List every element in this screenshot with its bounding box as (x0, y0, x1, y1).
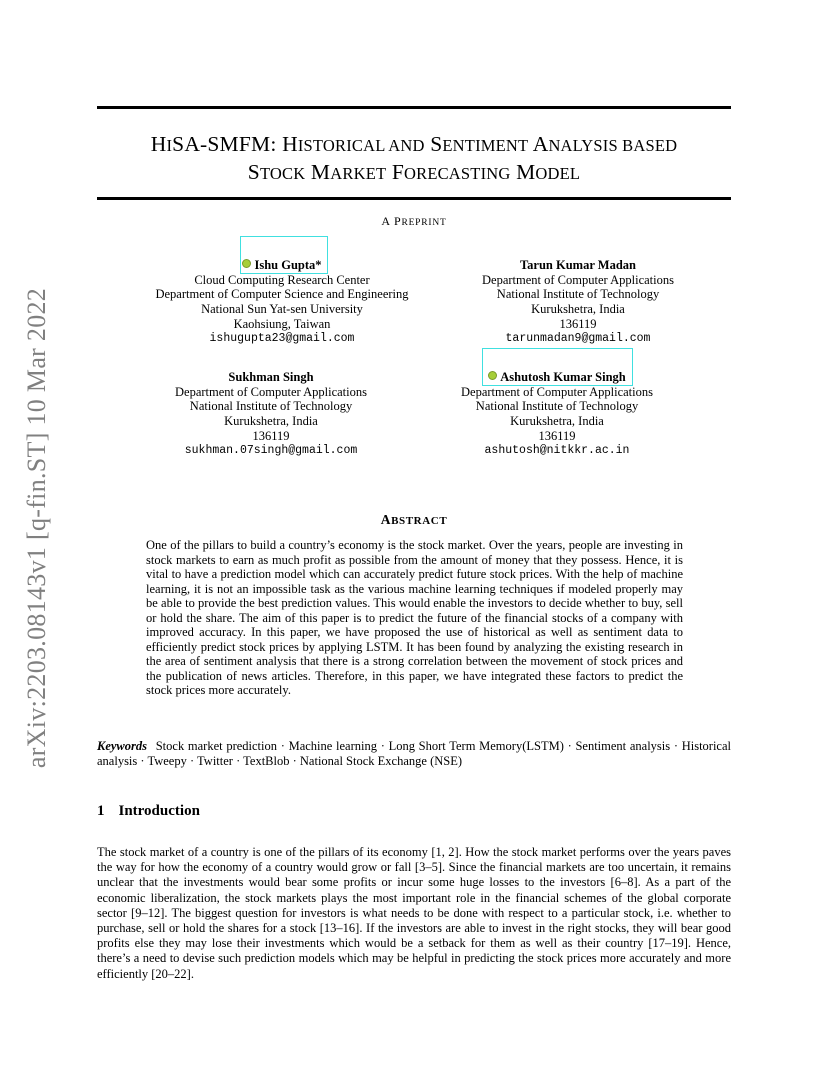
section-title: Introduction (118, 803, 200, 819)
preprint-label: A PREPRINT (381, 214, 447, 228)
author-email[interactable]: sukhman.07singh@gmail.com (184, 443, 358, 457)
author-name: Sukhman Singh (228, 370, 314, 384)
author-name[interactable] (140, 258, 424, 273)
author-affiliation: Cloud Computing Research Center (194, 272, 370, 287)
keywords (97, 739, 731, 769)
paper-title (97, 131, 731, 187)
author-location: Kurukshetra, India (224, 414, 318, 429)
author-name-text: Ishu Gupta* (254, 258, 322, 272)
title-line-2: STOCK MARKET FORECASTING MODEL (247, 160, 581, 184)
keywords-label: Keywords (97, 739, 147, 753)
author-email[interactable]: ashutosh@nitkkr.ac.in (484, 443, 630, 457)
keywords-text: Stock market prediction · Machine learning · Long Short Term Memory(LSTM) · Sentiment analysis · Historical analysis · Tweepy · Twitter · TextBlob · National Stock Exchange (NSE) (97, 739, 731, 768)
author-email[interactable]: tarunmadan9@gmail.com (505, 331, 651, 345)
author-location: Kurukshetra, India (531, 302, 625, 317)
author-ishu-gupta (140, 258, 424, 346)
author-affiliation: National Institute of Technology (496, 287, 660, 302)
author-affiliation: Department of Computer Applications (175, 384, 367, 399)
author-postcode: 136119 (252, 428, 290, 443)
arxiv-sidebar (22, 268, 52, 788)
author-ashutosh-kumar-singh (423, 370, 691, 458)
author-affiliation: Department of Computer Science and Engineering (155, 287, 409, 302)
author-postcode: 136119 (559, 316, 597, 331)
author-location: Kaohsiung, Taiwan (233, 316, 331, 331)
author-affiliation: National Sun Yat-sen University (201, 302, 363, 317)
author-name[interactable] (423, 370, 691, 385)
author-tarun-kumar-madan (444, 258, 712, 346)
orcid-icon[interactable] (242, 259, 251, 268)
author-postcode: 136119 (538, 428, 576, 443)
author-affiliation: Department of Computer Applications (461, 384, 653, 399)
section-heading-introduction (97, 803, 200, 820)
author-name-text: Ashutosh Kumar Singh (500, 370, 626, 384)
title-top-rule (97, 106, 731, 109)
author-email[interactable]: ishugupta23@gmail.com (209, 331, 355, 345)
orcid-icon[interactable] (488, 371, 497, 380)
author-affiliation: National Institute of Technology (475, 399, 639, 414)
abstract-heading: ABSTRACT (380, 512, 448, 527)
introduction-text: The stock market of a country is one of the pillars of its economy [1, 2]. How the stock market performs over the years paves the way for how the economy of a country would grow or fall [3–5]. Since the financial markets are too uncertain, it remains unclear that the investments would bear some profits or incur some huge losses to the investors [6–8]. As a part of the economic liberalization, the stock markets plays the most important role in the financial schemes of the global corporate sector [9–12]. The biggest question for investors is what needs to be done with respect to a particular stock, i.e. whether to purchase, sell or hold the shares for a stock [13–16]. If the investors are able to invest in the right stocks, they will bear good profits else they may lose their investments which would be a setback for them as well as their country [17–19]. Hence, there’s a need to devise such prediction models which may be helpful in predicting the stock prices more accurately and more efficiently [20–22]. (97, 845, 731, 981)
abstract-text: One of the pillars to build a country’s economy is the stock market. Over the years, people are investing in stock markets to earn as much profit as possible from the amount of money that they possess. Hence, it is vital to have a prediction model which can accurately predict future stock prices. With the help of machine learning, it is not an impossible task as the various machine learning techniques if modeled properly may be able to provide the best prediction values. This would enable the investors to decide whether to buy, sell or hold the share. The aim of this paper is to predict the future of the financial stocks of a company with improved accuracy. In this paper, we have proposed the use of historical as well as sentiment data to efficiently predict stock prices by applying LSTM. It has been found by analyzing the existing research in the area of sentiment analysis that there is a strong correlation between the movement of stock prices and the publication of news articles. Therefore, in this paper, we have integrated these factors to predict the stock prices more accurately. (146, 538, 683, 697)
author-location: Kurukshetra, India (510, 414, 604, 429)
author-name: Tarun Kumar Madan (519, 258, 636, 272)
title-bottom-rule (97, 197, 731, 200)
author-affiliation: National Institute of Technology (189, 399, 353, 414)
author-sukhman-singh (137, 370, 405, 458)
arxiv-identifier: arXiv:2203.08143v1 [q-fin.ST] 10 Mar 2022 (22, 287, 51, 769)
author-affiliation: Department of Computer Applications (482, 272, 674, 287)
title-line-1: HISA-SMFM: HISTORICAL AND SENTIMENT ANALYSIS BASED (150, 132, 678, 156)
section-number: 1 (97, 803, 105, 819)
